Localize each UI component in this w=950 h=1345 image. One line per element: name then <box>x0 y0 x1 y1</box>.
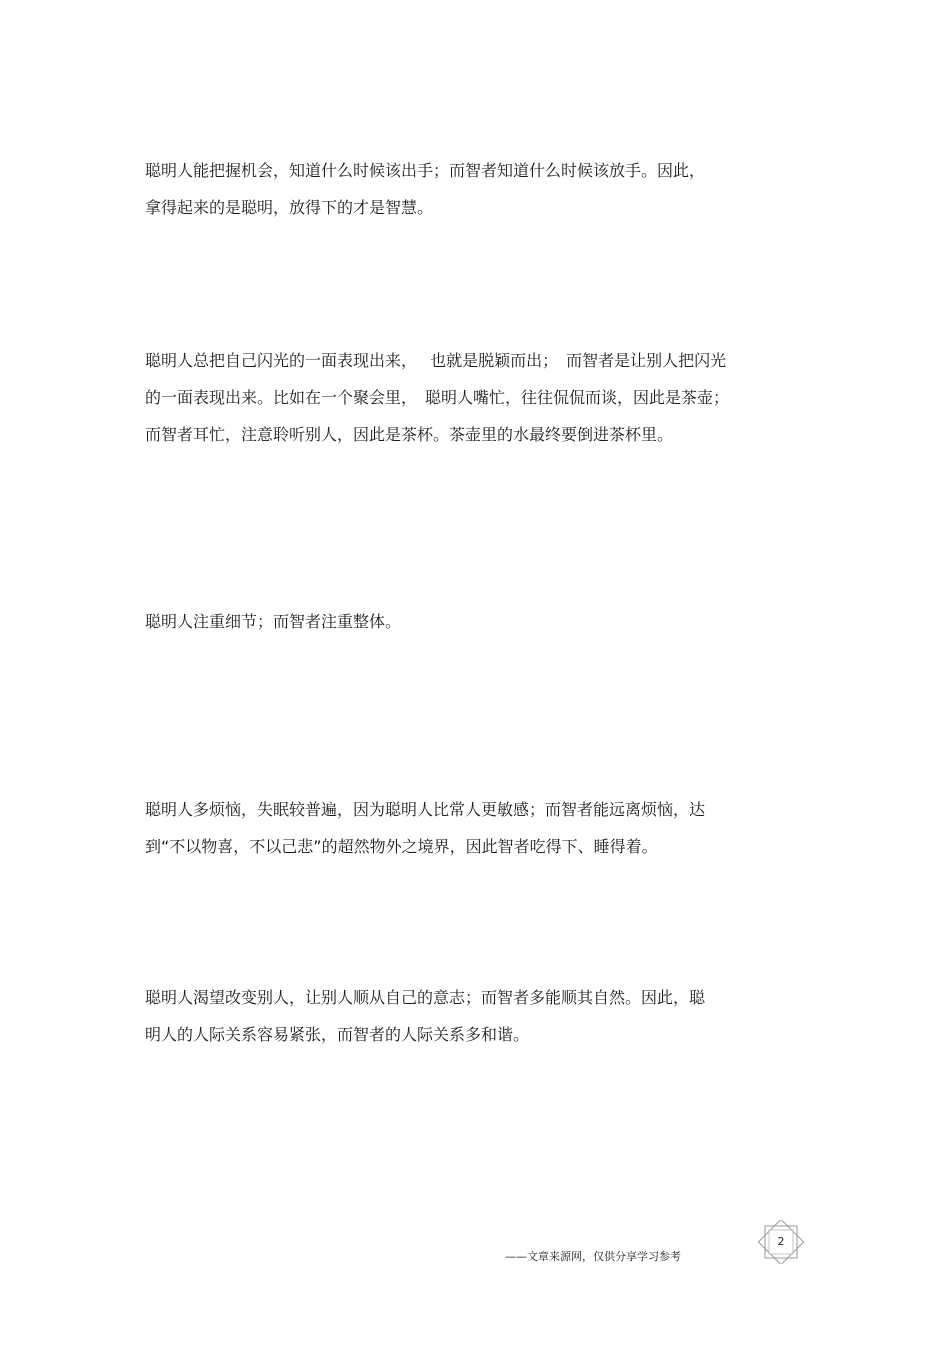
paragraph-line: 聪明人能把握机会，知道什么时候该出手；而智者知道什么时候该放手。因此， <box>145 161 706 180</box>
page-number: 2 <box>777 1235 785 1248</box>
paragraph-line: 拿得起来的是聪明，放得下的才是智慧。 <box>145 198 434 217</box>
paragraph-1 <box>145 152 805 226</box>
paragraph-line: 聪明人渴望改变别人，让别人顺从自己的意志；而智者多能顺其自然。因此，聪 <box>145 988 706 1007</box>
footer-source-text: ——文章来源网，仅供分享学习参考 <box>505 1250 681 1263</box>
paragraph-line: 聪明人多烦恼，失眠较普遍，因为聪明人比常人更敏感；而智者能远离烦恼，达 <box>145 800 706 819</box>
paragraph-line: 明人的人际关系容易紧张，而智者的人际关系多和谐。 <box>145 1025 530 1044</box>
paragraph-line: 的一面表现出来。比如在一个聚会里， 聪明人嘴忙，往往侃侃而谈，因此是茶壶； <box>145 388 730 407</box>
paragraph-line: 聪明人注重细节；而智者注重整体。 <box>145 612 402 631</box>
paragraph-line: 而智者耳忙，注意聆听别人，因此是茶杯。茶壶里的水最终要倒进茶杯里。 <box>145 425 674 444</box>
paragraph-line: 到“不以物喜，不以己悲”的超然物外之境界，因此智者吃得下、睡得着。 <box>145 837 658 856</box>
paragraph-line: 聪明人总把自己闪光的一面表现出来， 也就是脱颖而出； 而智者是让别人把闪光 <box>145 351 727 370</box>
paragraph-2 <box>145 342 805 453</box>
paragraph-5 <box>145 979 805 1053</box>
paragraph-4 <box>145 791 805 865</box>
paragraph-3 <box>145 603 805 640</box>
page-number-badge <box>757 1220 805 1264</box>
